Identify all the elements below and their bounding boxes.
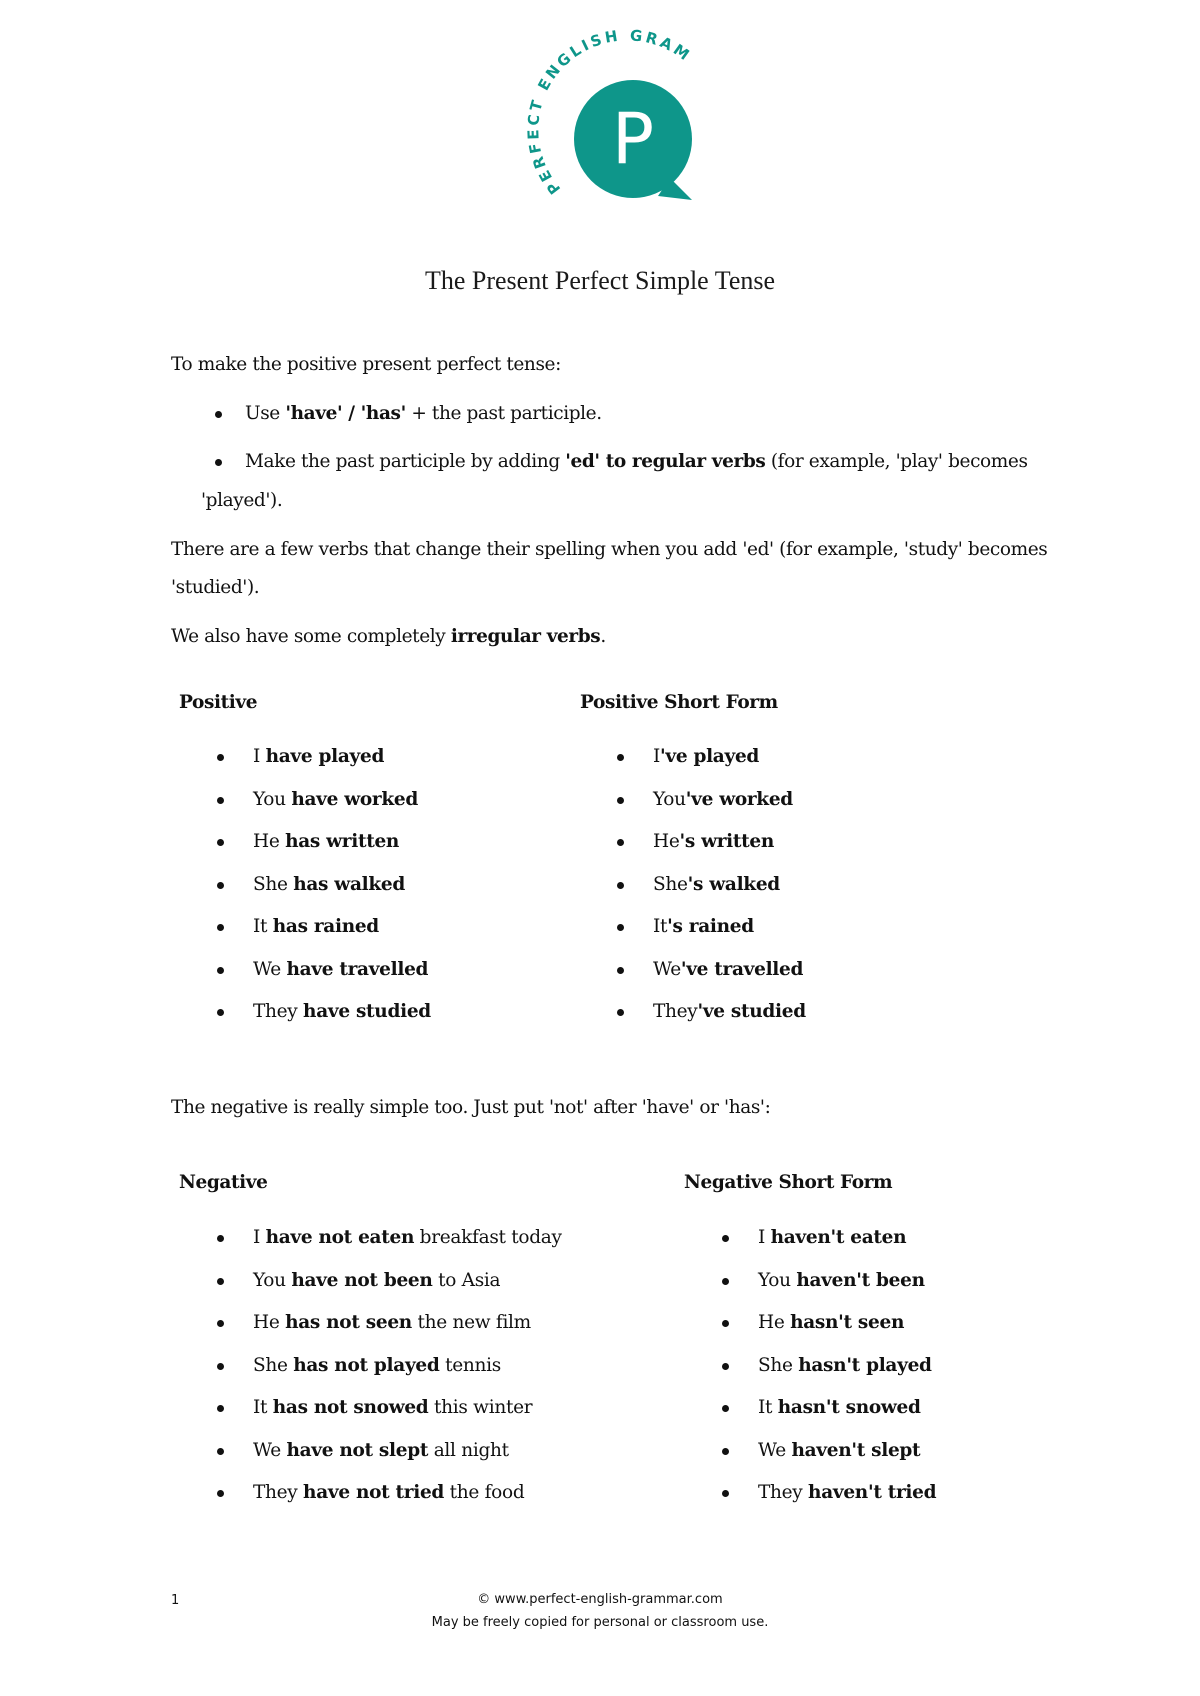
list-item-text (653, 1001, 806, 1022)
text-bold: have studied (303, 1001, 431, 1022)
intro-bullet-2-continued: 'played'). (201, 490, 283, 511)
bullet-dot (617, 797, 624, 804)
text-bold: 's walked (687, 873, 780, 895)
text-bold: hasn't snowed (777, 1397, 921, 1418)
logo-arc-text: PERFECT ENGLISH GRAM (524, 28, 695, 198)
text-bold: have worked (291, 788, 418, 810)
bullet-dot (617, 754, 624, 761)
text: She (253, 1354, 294, 1376)
text: She (653, 873, 688, 895)
bullet-dot (217, 1363, 224, 1370)
text: We (758, 1439, 792, 1461)
text-bold: have not slept (286, 1439, 429, 1461)
bullet-dot (722, 1235, 729, 1242)
text: It (758, 1397, 778, 1418)
text: We (653, 958, 681, 980)
text-bold: has not played (293, 1354, 440, 1376)
bullet-dot (217, 1278, 224, 1285)
list-item-text (758, 1482, 936, 1503)
para-irregular (171, 618, 606, 656)
list-item-text (758, 1397, 921, 1418)
text: the new film (411, 1312, 531, 1333)
bullet-dot (215, 459, 222, 466)
text: It (653, 916, 668, 937)
text: It (253, 916, 273, 937)
list-item-text (653, 874, 780, 895)
positive-short-heading: Positive Short Form (580, 692, 778, 713)
bullet-dot (722, 1278, 729, 1285)
text: He (758, 1312, 791, 1333)
bullet-dot (617, 924, 624, 931)
list-item-text (253, 1397, 532, 1418)
bullet-dot (722, 1363, 729, 1370)
bullet-dot (722, 1490, 729, 1497)
text-bold: 've studied (697, 1001, 806, 1022)
text-bold: haven't tried (808, 1482, 937, 1503)
footer-note: May be freely copied for personal or classroom use. (431, 1615, 769, 1630)
text: She (758, 1354, 799, 1376)
text: Make the past participle by adding (245, 451, 566, 472)
text: . (600, 626, 606, 647)
text: It (253, 1397, 273, 1418)
text: Use (245, 403, 286, 424)
text-bold: 's written (679, 831, 775, 852)
bullet-dot (617, 1009, 624, 1016)
text-bold: have not tried (303, 1482, 445, 1503)
text-bold: 've played (660, 746, 760, 767)
para-spelling-line-2: 'studied'). (171, 577, 260, 598)
list-item-text (253, 831, 399, 852)
text: You (253, 1269, 292, 1291)
text-bold: has written (285, 831, 400, 852)
bullet-dot (617, 882, 624, 889)
text: all night (428, 1439, 509, 1461)
text-bold: irregular verbs (450, 626, 601, 647)
text: You (253, 788, 292, 810)
text-bold: 'have' / 'has' (285, 403, 406, 424)
text-bold: 's rained (667, 916, 754, 937)
bullet-dot (217, 754, 224, 761)
text: I (653, 746, 661, 767)
text-bold: 've travelled (680, 958, 804, 980)
bullet-dot (617, 839, 624, 846)
negative-intro: The negative is really simple too. Just put 'not' after 'have' or 'has': (171, 1097, 771, 1118)
text-bold: have not been (291, 1269, 433, 1291)
text-bold: haven't slept (791, 1439, 921, 1461)
list-item-text (253, 1270, 500, 1291)
text: to Asia (432, 1269, 501, 1291)
list-item-text (758, 1312, 904, 1333)
page-title: The Present Perfect Simple Tense (424, 266, 776, 295)
logo-letter: P (611, 98, 655, 180)
list-item-text (653, 959, 803, 980)
text-bold: has walked (293, 873, 405, 895)
text: We (253, 1439, 287, 1461)
bullet-dot (722, 1448, 729, 1455)
list-item-text (253, 1227, 562, 1248)
list-item-text (653, 789, 793, 810)
text-bold: 've worked (685, 788, 793, 810)
bullet-dot (722, 1405, 729, 1412)
bullet-dot (217, 1009, 224, 1016)
list-item-text (253, 1001, 431, 1022)
text: You (653, 788, 686, 810)
positive-heading: Positive (179, 692, 258, 713)
list-item-text (253, 1355, 501, 1376)
list-item-text (758, 1227, 906, 1248)
list-item-text (253, 959, 428, 980)
text: They (653, 1001, 698, 1022)
bullet-dot (217, 1405, 224, 1412)
text: They (253, 1482, 304, 1503)
list-item-text (253, 1312, 531, 1333)
text-bold: has not snowed (272, 1397, 429, 1418)
bullet-dot (217, 1448, 224, 1455)
bullet-dot (217, 1235, 224, 1242)
text-bold: has not seen (285, 1312, 412, 1333)
text: this winter (428, 1397, 533, 1418)
text: I (758, 1227, 771, 1248)
list-item-text (253, 874, 405, 895)
logo-graphic (520, 28, 720, 218)
text-bold: has rained (272, 916, 379, 937)
site-logo (520, 28, 720, 218)
list-item-text (758, 1270, 925, 1291)
list-item-text (653, 831, 774, 852)
para-spelling-line-1: There are a few verbs that change their spelling when you add 'ed' (for example, 'study' becomes (171, 539, 1048, 560)
text-bold: haven't eaten (770, 1227, 907, 1248)
negative-short-heading: Negative Short Form (684, 1172, 893, 1193)
bullet-dot (215, 411, 222, 418)
text: the food (444, 1482, 525, 1503)
list-item-text (653, 916, 754, 937)
text: He (253, 1312, 286, 1333)
bullet-dot (217, 882, 224, 889)
text: + the past participle. (405, 403, 602, 424)
list-item-text (758, 1355, 932, 1376)
text: I (253, 746, 266, 767)
text: We also have some completely (171, 626, 451, 647)
text-bold: hasn't played (798, 1354, 932, 1376)
text-bold: have played (265, 746, 385, 767)
list-item-text (253, 789, 418, 810)
bullet-dot (722, 1320, 729, 1327)
text: (for example, 'play' becomes (765, 451, 1028, 472)
text: They (253, 1001, 304, 1022)
text: She (253, 873, 294, 895)
bullet-dot (217, 839, 224, 846)
text: He (653, 831, 680, 852)
list-item-text (253, 1440, 509, 1461)
text: We (253, 958, 287, 980)
text-bold: haven't been (796, 1269, 925, 1291)
text-bold: 'ed' to regular verbs (565, 451, 766, 472)
text: I (253, 1227, 266, 1248)
bullet-dot (217, 1320, 224, 1327)
text: They (758, 1482, 809, 1503)
bullet-dot (217, 797, 224, 804)
bullet-dot (617, 967, 624, 974)
text-bold: have not eaten (265, 1227, 415, 1248)
list-item-text (758, 1440, 920, 1461)
bullet-dot (217, 924, 224, 931)
footer-copyright: © www.perfect-english-grammar.com (477, 1592, 723, 1607)
text-bold: have travelled (286, 958, 429, 980)
intro-line: To make the positive present perfect tense: (171, 354, 561, 375)
list-item-text (253, 916, 379, 937)
negative-heading: Negative (179, 1172, 268, 1193)
text: He (253, 831, 286, 852)
list-item-text (653, 746, 759, 767)
list-item-text (253, 746, 384, 767)
text: breakfast today (414, 1227, 562, 1248)
text: You (758, 1269, 797, 1291)
page-number: 1 (171, 1593, 180, 1608)
text: tennis (439, 1354, 501, 1376)
list-item-text (253, 1482, 524, 1503)
bullet-dot (217, 1490, 224, 1497)
text-bold: hasn't seen (790, 1312, 905, 1333)
bullet-dot (217, 967, 224, 974)
